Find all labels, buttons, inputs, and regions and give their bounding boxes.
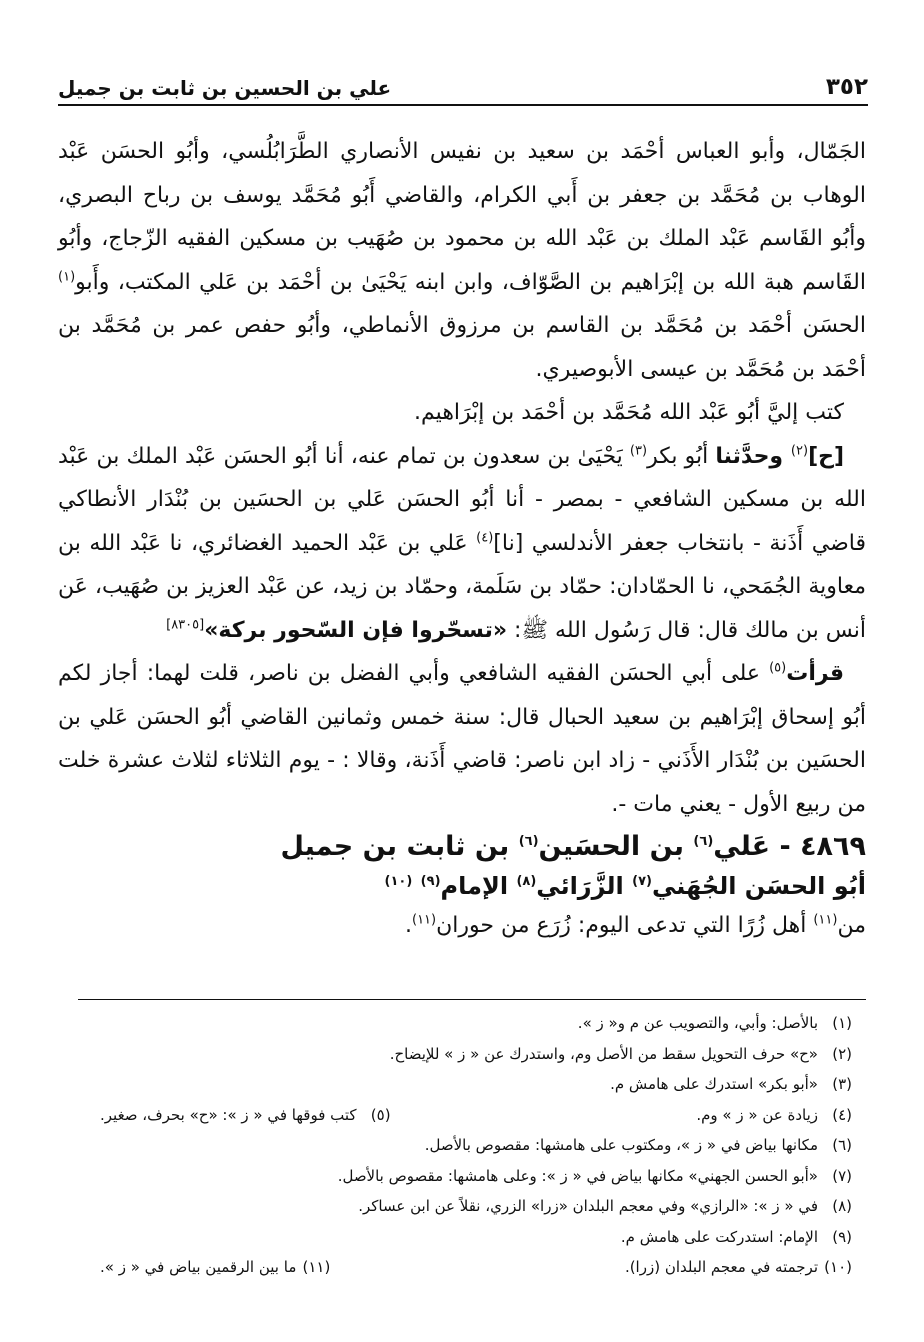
footnote-text: مكانها بياض في « ز »، ومكتوب على هامشها: مقصوص بالأصل. bbox=[424, 1136, 818, 1154]
footnote-number: (١) bbox=[832, 1014, 852, 1032]
footnote-number: (٤) bbox=[832, 1105, 852, 1124]
text-line: عَبْد الملك بن عَبْد الله بن مسكين الشافعي - بمصر - أنا أبُو الحسَن عَلي بن الحسَين بن bbox=[58, 443, 866, 512]
text-line: عشرة خلت من ربيع الأول - يعني مات -. bbox=[58, 748, 866, 817]
footnote-number: (٣) bbox=[832, 1075, 852, 1093]
entry-nisba: الزَّرَائي bbox=[536, 872, 633, 900]
haddathana-word: وحدَّثنا bbox=[715, 443, 791, 469]
footnote-item bbox=[100, 1161, 852, 1192]
footnote-text: الإمام: استدركت على هامش م. bbox=[620, 1227, 818, 1246]
footnote-number: (٥) bbox=[370, 1105, 391, 1124]
paragraph-1 bbox=[58, 130, 866, 391]
text-line: نا عَبْد الله بن معاوية الجُمَحي، نا الحمّادان: حمّاد بن سَلَمة، وحمّاد بن زيد، عن bbox=[58, 530, 866, 599]
entry-title-imam: الإمام bbox=[440, 872, 517, 900]
footnote-ref[interactable]: (٤) bbox=[476, 530, 494, 546]
footnote-ref[interactable]: (١٠) bbox=[384, 874, 413, 889]
footnote-number: (١٠) bbox=[824, 1258, 852, 1276]
page-header bbox=[58, 64, 868, 106]
footnote-item bbox=[100, 1252, 330, 1283]
entry-number: ٤٨٦٩ - bbox=[770, 831, 866, 862]
footnote-number: (٦) bbox=[832, 1136, 852, 1154]
text-line: لكم أبُو إسحاق إبْرَاهيم بن سعيد الحبال قال: سنة خمس وثمانين القاضي أبُو الحسَن bbox=[58, 661, 866, 730]
entry-subheading bbox=[58, 868, 866, 904]
footnote-text: «أبو الحسن الجهني» مكانها بياض في « ز »: وعلى هامشها: مقصوص بالأصل. bbox=[337, 1166, 818, 1185]
footnote-text: ترجمته في معجم البلدان (زرا). bbox=[624, 1258, 818, 1276]
text-line: الجَمّال، وأبو العباس أحْمَد بن سعيد بن نفيس الأنصاري الطَّرَابُلُسي، وأبُو الحسَن bbox=[100, 139, 866, 164]
footnote-number: (٨) bbox=[832, 1197, 852, 1215]
footnote-item bbox=[100, 1069, 852, 1100]
text-span: من bbox=[837, 913, 866, 938]
footnote-text: بالأصل: وأبي، والتصويب عن م و« ز ». bbox=[577, 1014, 818, 1032]
footnote-ref[interactable]: (٦) bbox=[693, 834, 714, 849]
entry-name: عَلي bbox=[713, 831, 771, 862]
footnote-ref[interactable]: (١١) bbox=[813, 912, 838, 928]
entry-kunya: أبُو الحسَن الجُهَني bbox=[651, 872, 866, 900]
footnote-ref[interactable]: (٩) bbox=[420, 874, 441, 889]
footnote-item bbox=[100, 1100, 391, 1131]
footnote-ref[interactable]: (٧) bbox=[632, 874, 652, 889]
text-span: أبُو بكر bbox=[647, 443, 716, 469]
footnote-item bbox=[625, 1252, 852, 1283]
text-line: عمر بن مُحَمَّد بن أحْمَد بن مُحَمَّد بن عيسى الأبوصيري. bbox=[58, 313, 866, 382]
footnote-text: «أبو بكر» استدرك على هامش م. bbox=[610, 1075, 818, 1093]
footnote-row bbox=[100, 1100, 852, 1131]
footnote-number: (٩) bbox=[832, 1227, 852, 1246]
footnote-ref[interactable]: (١) bbox=[58, 269, 76, 285]
entry-name: بن الحسَين bbox=[538, 831, 694, 862]
footnote-ref[interactable]: (٥) bbox=[769, 660, 787, 676]
footnote-ref[interactable]: (٦) bbox=[518, 834, 539, 849]
footnote-ref[interactable]: (١١) bbox=[411, 912, 437, 928]
page-number: ٣٥٢ bbox=[825, 74, 868, 100]
footnote-text: «ح» حرف التحويل سقط من الأصل وم، واستدرك عن « ز » للإيضاح. bbox=[389, 1044, 818, 1063]
text-span: بُنْدَار الأنطاكي قاضي أَذَنة - بانتخاب جعفر الأندلسي [نا] bbox=[58, 487, 866, 556]
footnote-text: زيادة عن « ز » وم. bbox=[696, 1105, 818, 1124]
text-span: عَبْد العزيز بن صُهَيب، عَن أنس بن مالك قال: قال رَسُول الله ﷺ: bbox=[58, 574, 866, 643]
hadith-reference: [٨٣٠٥] bbox=[166, 617, 205, 633]
footnote-item bbox=[100, 1039, 852, 1070]
text-span: . bbox=[404, 913, 412, 938]
text-line: المكتب، وأَبو bbox=[75, 269, 191, 295]
footnote-text: في « ز »: «الرازي» وفي معجم البلدان «زرا» الزري، نقلاً عن ابن عساكر. bbox=[358, 1197, 818, 1215]
footnote-item bbox=[100, 1130, 852, 1161]
text-span: على أبي الحسَن الفقيه الشافعي وأبي الفضل بن ناصر، قلت لهما: أجاز bbox=[100, 661, 770, 686]
paragraph-4 bbox=[58, 652, 866, 826]
footnotes bbox=[100, 1008, 852, 1283]
text-line: الحسَن أحْمَد بن مُحَمَّد بن القاسم بن مرزوق الأنماطي، وأبُو حفص bbox=[234, 313, 866, 338]
text-span: أهل زُرًا التي تدعى اليوم: زُرَع من حوران bbox=[436, 913, 814, 938]
hadith-quote: «تسحّروا فإن السّحور بركة» bbox=[204, 617, 508, 643]
tahwil-bracket: [ح] bbox=[808, 443, 845, 469]
entry-origin-line bbox=[58, 904, 866, 948]
text-span: يَحْيَىٰ بن سعدون بن تمام عنه، أنا أبُو الحسَن bbox=[223, 443, 630, 469]
main-text bbox=[58, 130, 866, 948]
footnote-text: ما بين الرقمين بياض في « ز ». bbox=[100, 1258, 297, 1276]
footnote-row bbox=[100, 1252, 852, 1283]
footnote-item bbox=[100, 1222, 852, 1253]
footnote-divider bbox=[78, 999, 866, 1000]
text-line: البصري، وأبُو القَاسم عَبْد الملك بن عَبْد الله بن محمود بن صُهَيب بن مسكين الفقيه bbox=[58, 182, 866, 251]
paragraph-2: كتب إليَّ أبُو عَبْد الله مُحَمَّد بن أحْمَد بن إبْرَاهيم. bbox=[414, 400, 844, 425]
paragraph-3 bbox=[58, 435, 866, 653]
text-span: عَلي بن عَبْد الحميد الغضائري، bbox=[190, 530, 477, 556]
footnote-ref[interactable]: (٢) bbox=[790, 443, 809, 459]
footnote-item bbox=[696, 1100, 852, 1131]
qaraat-word: قرأت bbox=[786, 661, 844, 686]
text-line: عَبْد الوهاب بن مُحَمَّد بن جعفر بن أَبي الكرام، والقاضي أَبُو مُحَمَّد يوسف بن رباح bbox=[58, 139, 866, 208]
footnote-ref[interactable]: (٣) bbox=[629, 443, 648, 459]
footnote-ref[interactable]: (٨) bbox=[516, 874, 537, 889]
footnote-item bbox=[100, 1008, 852, 1039]
footnote-number: (٢) bbox=[832, 1044, 852, 1063]
footnote-item bbox=[100, 1191, 852, 1222]
footnote-number: (١١) bbox=[302, 1258, 331, 1276]
entry-heading bbox=[58, 826, 866, 868]
text-line: الزّجاج، وأبُو القَاسم هبة الله بن إبْرَاهيم بن الصَّوّاف، وابن ابنه يَحْيَىٰ بن أحْمَد بن عَلي bbox=[58, 226, 866, 295]
running-title: علي بن الحسين بن ثابت بن جميل bbox=[58, 76, 392, 100]
text-line: عَلي بن الحسَين بن بُنْدَار الأَذَني - زاد ابن ناصر: قاضي أَذَنة، وقالا : - يوم الثلاثاء لثلاث bbox=[58, 704, 866, 773]
footnote-number: (٧) bbox=[832, 1166, 852, 1185]
footnote-text: كتب فوقها في « ز »: «ح» بحرف، صغير. bbox=[100, 1105, 357, 1124]
entry-name: بن ثابت بن جميل bbox=[280, 831, 519, 862]
